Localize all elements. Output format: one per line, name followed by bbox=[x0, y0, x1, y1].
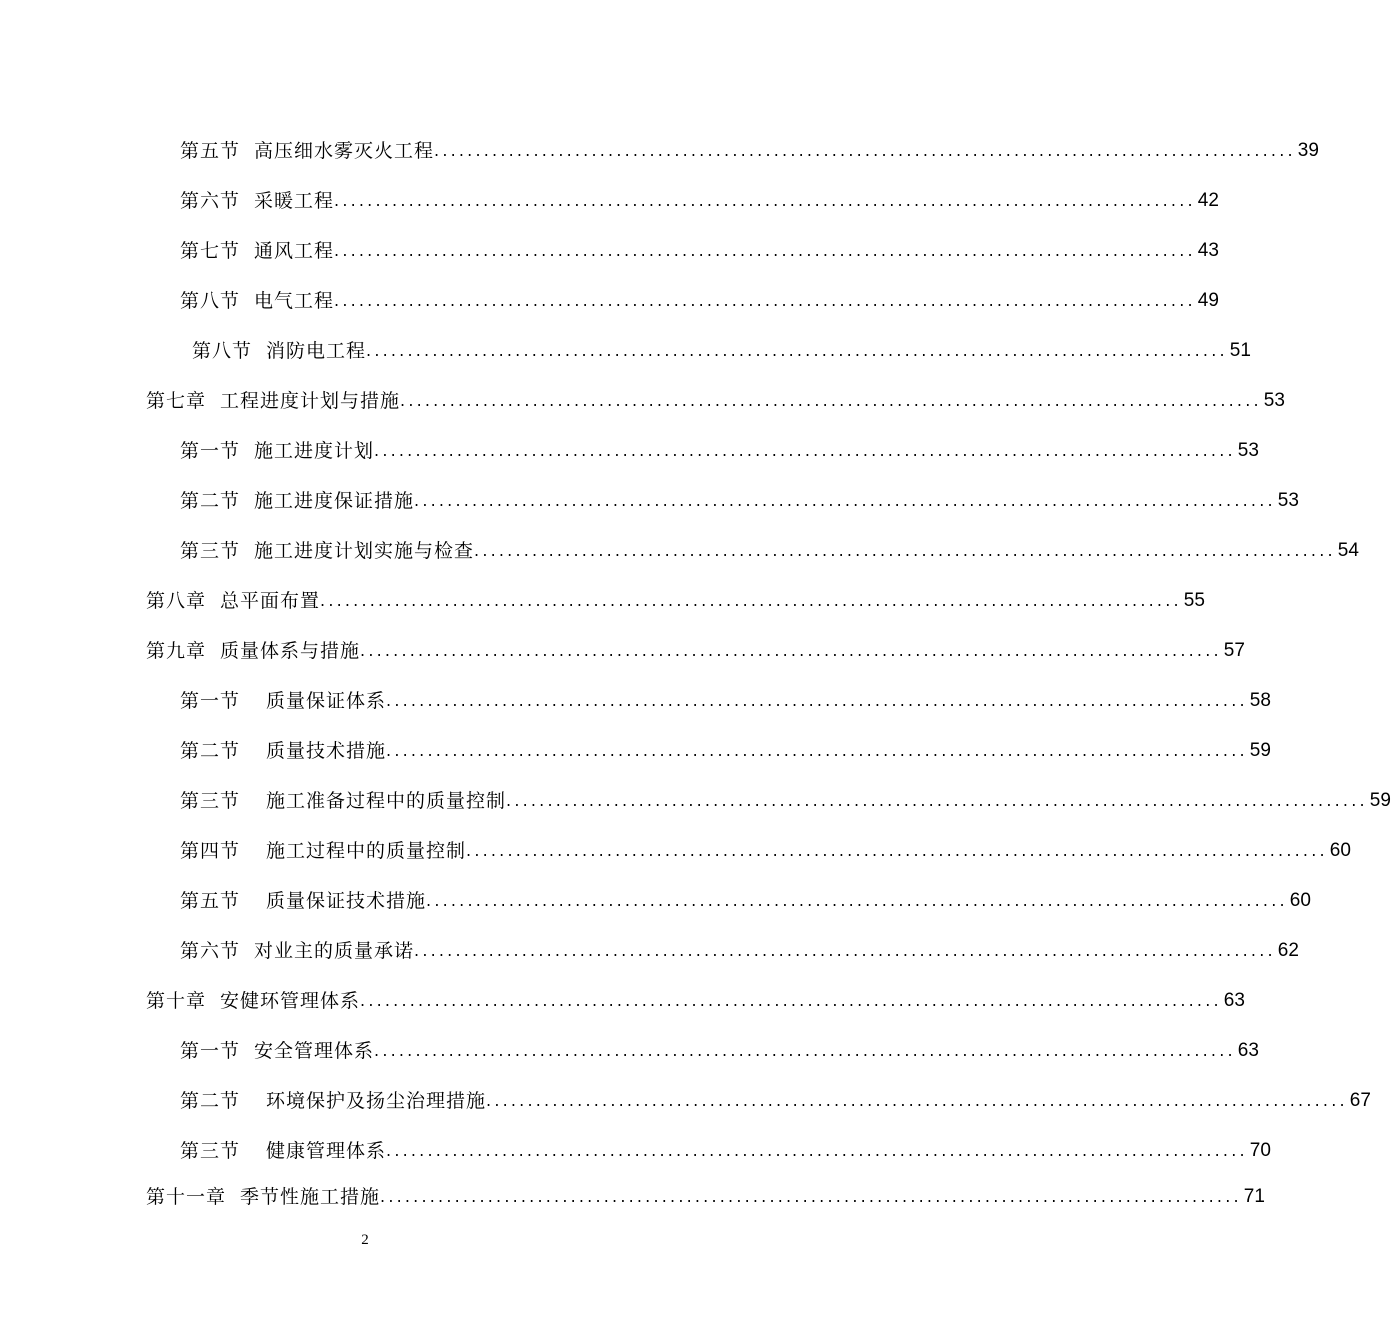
toc-entry-title: 质量技术措施 bbox=[266, 740, 387, 762]
toc-entry-title: 安全管理体系 bbox=[254, 1040, 375, 1062]
toc-entry-label bbox=[180, 686, 386, 716]
toc-entry-page: 54 bbox=[1337, 540, 1359, 561]
toc-entry-label bbox=[146, 636, 360, 666]
toc-entry[interactable] bbox=[180, 936, 1299, 966]
toc-entry-title: 质量保证技术措施 bbox=[266, 890, 427, 912]
toc-entry[interactable] bbox=[180, 1136, 1271, 1166]
toc-entry-number: 第三节 bbox=[180, 790, 241, 812]
toc-entry-label bbox=[180, 936, 414, 966]
toc-leader-dots: ........................................................................................................ bbox=[386, 1141, 1248, 1160]
toc-entry-title: 通风工程 bbox=[254, 240, 335, 262]
toc-entry-page: 59 bbox=[1249, 740, 1271, 761]
toc-entry[interactable] bbox=[180, 1086, 1371, 1116]
toc-leader-dots: ........................................................................................................ bbox=[380, 1187, 1242, 1206]
toc-leader-dots: ........................................................................................................ bbox=[506, 791, 1368, 810]
toc-entry-page: 63 bbox=[1223, 990, 1245, 1011]
toc-entry-number: 第一节 bbox=[180, 440, 241, 462]
toc-entry-number: 第九章 bbox=[146, 640, 207, 662]
toc-entry-page: 53 bbox=[1237, 440, 1259, 461]
toc-entry-page: 53 bbox=[1277, 490, 1299, 511]
toc-entry[interactable] bbox=[180, 836, 1351, 866]
toc-entry-number: 第二节 bbox=[180, 1090, 241, 1112]
toc-entry-page: 51 bbox=[1229, 340, 1251, 361]
toc-entry[interactable] bbox=[146, 636, 1245, 666]
toc-leader-dots: ........................................................................................................ bbox=[386, 741, 1248, 760]
toc-entry-page: 67 bbox=[1349, 1090, 1371, 1111]
toc-entry-page: 53 bbox=[1263, 390, 1285, 411]
toc-entry-number: 第七节 bbox=[180, 240, 241, 262]
toc-entry[interactable] bbox=[180, 736, 1271, 766]
toc-entry-label bbox=[146, 986, 360, 1016]
toc-entry[interactable] bbox=[146, 586, 1205, 616]
toc-entry-label bbox=[180, 286, 334, 316]
toc-leader-dots: ........................................................................................................ bbox=[486, 1091, 1348, 1110]
toc-entry-title: 高压细水雾灭火工程 bbox=[254, 140, 435, 162]
toc-entry-number: 第五节 bbox=[180, 140, 241, 162]
toc-entry-page: 60 bbox=[1289, 890, 1311, 911]
toc-entry-number: 第十章 bbox=[146, 990, 207, 1012]
toc-entry-title: 采暖工程 bbox=[254, 190, 335, 212]
toc-entry-title: 施工过程中的质量控制 bbox=[266, 840, 467, 862]
toc-entry[interactable] bbox=[180, 536, 1359, 566]
toc-entry-number: 第八节 bbox=[192, 340, 253, 362]
toc-leader-dots: ........................................................................................................ bbox=[374, 441, 1236, 460]
toc-entry[interactable] bbox=[146, 1182, 1265, 1212]
toc-entry-number: 第一节 bbox=[180, 690, 241, 712]
toc-entry[interactable] bbox=[146, 386, 1285, 416]
toc-entry-title: 消防电工程 bbox=[266, 340, 367, 362]
toc-leader-dots: ........................................................................................................ bbox=[334, 241, 1196, 260]
toc-entry-page: 70 bbox=[1249, 1140, 1271, 1161]
toc-entry[interactable] bbox=[180, 486, 1299, 516]
toc-entry-label bbox=[180, 786, 506, 816]
toc-entry-title: 质量保证体系 bbox=[266, 690, 387, 712]
toc-entry-number: 第三节 bbox=[180, 540, 241, 562]
toc-leader-dots: ........................................................................................................ bbox=[360, 991, 1222, 1010]
toc-entry-label bbox=[146, 386, 400, 416]
toc-entry-label bbox=[180, 736, 386, 766]
toc-leader-dots: ........................................................................................................ bbox=[334, 191, 1196, 210]
toc-leader-dots: ........................................................................................................ bbox=[386, 691, 1248, 710]
toc-entry-label bbox=[180, 236, 334, 266]
toc-entry-label bbox=[180, 836, 466, 866]
toc-entry-page: 49 bbox=[1197, 290, 1219, 311]
toc-entry[interactable] bbox=[180, 786, 1391, 816]
toc-entry[interactable] bbox=[180, 136, 1319, 166]
toc-entry-title: 施工进度保证措施 bbox=[254, 490, 415, 512]
toc-leader-dots: ........................................................................................................ bbox=[366, 341, 1228, 360]
toc-entry-number: 第三节 bbox=[180, 1140, 241, 1162]
toc-entry-label bbox=[180, 436, 374, 466]
toc-entry-number: 第二节 bbox=[180, 740, 241, 762]
toc-entry-title: 总平面布置 bbox=[220, 590, 321, 612]
toc-entry-title: 对业主的质量承诺 bbox=[254, 940, 415, 962]
toc-leader-dots: ........................................................................................................ bbox=[474, 541, 1336, 560]
toc-entry-page: 71 bbox=[1243, 1186, 1265, 1207]
toc-entry-number: 第六节 bbox=[180, 190, 241, 212]
toc-entry-label bbox=[180, 136, 434, 166]
toc-entry-title: 施工进度计划实施与检查 bbox=[254, 540, 475, 562]
toc-entry-title: 质量体系与措施 bbox=[220, 640, 361, 662]
toc-entry-label bbox=[180, 186, 334, 216]
toc-entry[interactable] bbox=[192, 336, 1251, 366]
toc-entry[interactable] bbox=[180, 186, 1219, 216]
toc-entry-number: 第五节 bbox=[180, 890, 241, 912]
toc-entry[interactable] bbox=[180, 1036, 1259, 1066]
toc-leader-dots: ........................................................................................................ bbox=[414, 941, 1276, 960]
toc-leader-dots: ........................................................................................................ bbox=[320, 591, 1182, 610]
toc-entry[interactable] bbox=[180, 436, 1259, 466]
toc-entry-title: 施工准备过程中的质量控制 bbox=[266, 790, 507, 812]
toc-entry-page: 57 bbox=[1223, 640, 1245, 661]
toc-entry-title: 电气工程 bbox=[254, 290, 335, 312]
toc-entry-page: 39 bbox=[1297, 140, 1319, 161]
toc-entry-label bbox=[146, 1182, 380, 1212]
toc-entry-label bbox=[180, 1086, 486, 1116]
toc-entry-page: 60 bbox=[1329, 840, 1351, 861]
toc-entry-label bbox=[192, 336, 366, 366]
toc-entry[interactable] bbox=[180, 886, 1311, 916]
toc-entry-number: 第一节 bbox=[180, 1040, 241, 1062]
toc-leader-dots: ........................................................................................................ bbox=[360, 641, 1222, 660]
toc-entry-number: 第二节 bbox=[180, 490, 241, 512]
toc-entry-title: 安健环管理体系 bbox=[220, 990, 361, 1012]
toc-entry-label bbox=[180, 886, 426, 916]
toc-entry-number: 第六节 bbox=[180, 940, 241, 962]
toc-leader-dots: ........................................................................................................ bbox=[334, 291, 1196, 310]
toc-entry-page: 62 bbox=[1277, 940, 1299, 961]
toc-entry-title: 健康管理体系 bbox=[266, 1140, 387, 1162]
toc-entry-number: 第十一章 bbox=[146, 1186, 227, 1208]
toc-entry-number: 第七章 bbox=[146, 390, 207, 412]
toc-entry-title: 施工进度计划 bbox=[254, 440, 375, 462]
toc-entry-number: 第四节 bbox=[180, 840, 241, 862]
toc-entry[interactable] bbox=[180, 686, 1271, 716]
toc-entry-page: 42 bbox=[1197, 190, 1219, 211]
toc-entry-number: 第八节 bbox=[180, 290, 241, 312]
toc-entry-number: 第八章 bbox=[146, 590, 207, 612]
toc-leader-dots: ........................................................................................................ bbox=[374, 1041, 1236, 1060]
toc-entry-title: 工程进度计划与措施 bbox=[220, 390, 401, 412]
toc-entry-page: 55 bbox=[1183, 590, 1205, 611]
toc-leader-dots: ........................................................................................................ bbox=[434, 141, 1296, 160]
toc-leader-dots: ........................................................................................................ bbox=[466, 841, 1328, 860]
toc-entry-title: 环境保护及扬尘治理措施 bbox=[266, 1090, 487, 1112]
toc-entry-label bbox=[180, 1036, 374, 1066]
toc-entry-page: 43 bbox=[1197, 240, 1219, 261]
toc-entry-page: 63 bbox=[1237, 1040, 1259, 1061]
toc-entry-title: 季节性施工措施 bbox=[240, 1186, 381, 1208]
toc-entry[interactable] bbox=[180, 236, 1219, 266]
toc-entry-page: 59 bbox=[1369, 790, 1391, 811]
toc-leader-dots: ........................................................................................................ bbox=[414, 491, 1276, 510]
toc-entry-label bbox=[180, 1136, 386, 1166]
page-number: 2 bbox=[361, 1232, 369, 1248]
toc-entry[interactable] bbox=[146, 986, 1245, 1016]
toc-entry-label bbox=[180, 536, 474, 566]
toc-entry-label bbox=[146, 586, 320, 616]
toc-leader-dots: ........................................................................................................ bbox=[426, 891, 1288, 910]
toc-entry[interactable] bbox=[180, 286, 1219, 316]
toc-entry-page: 58 bbox=[1249, 690, 1271, 711]
toc-leader-dots: ........................................................................................................ bbox=[400, 391, 1262, 410]
toc-entry-label bbox=[180, 486, 414, 516]
